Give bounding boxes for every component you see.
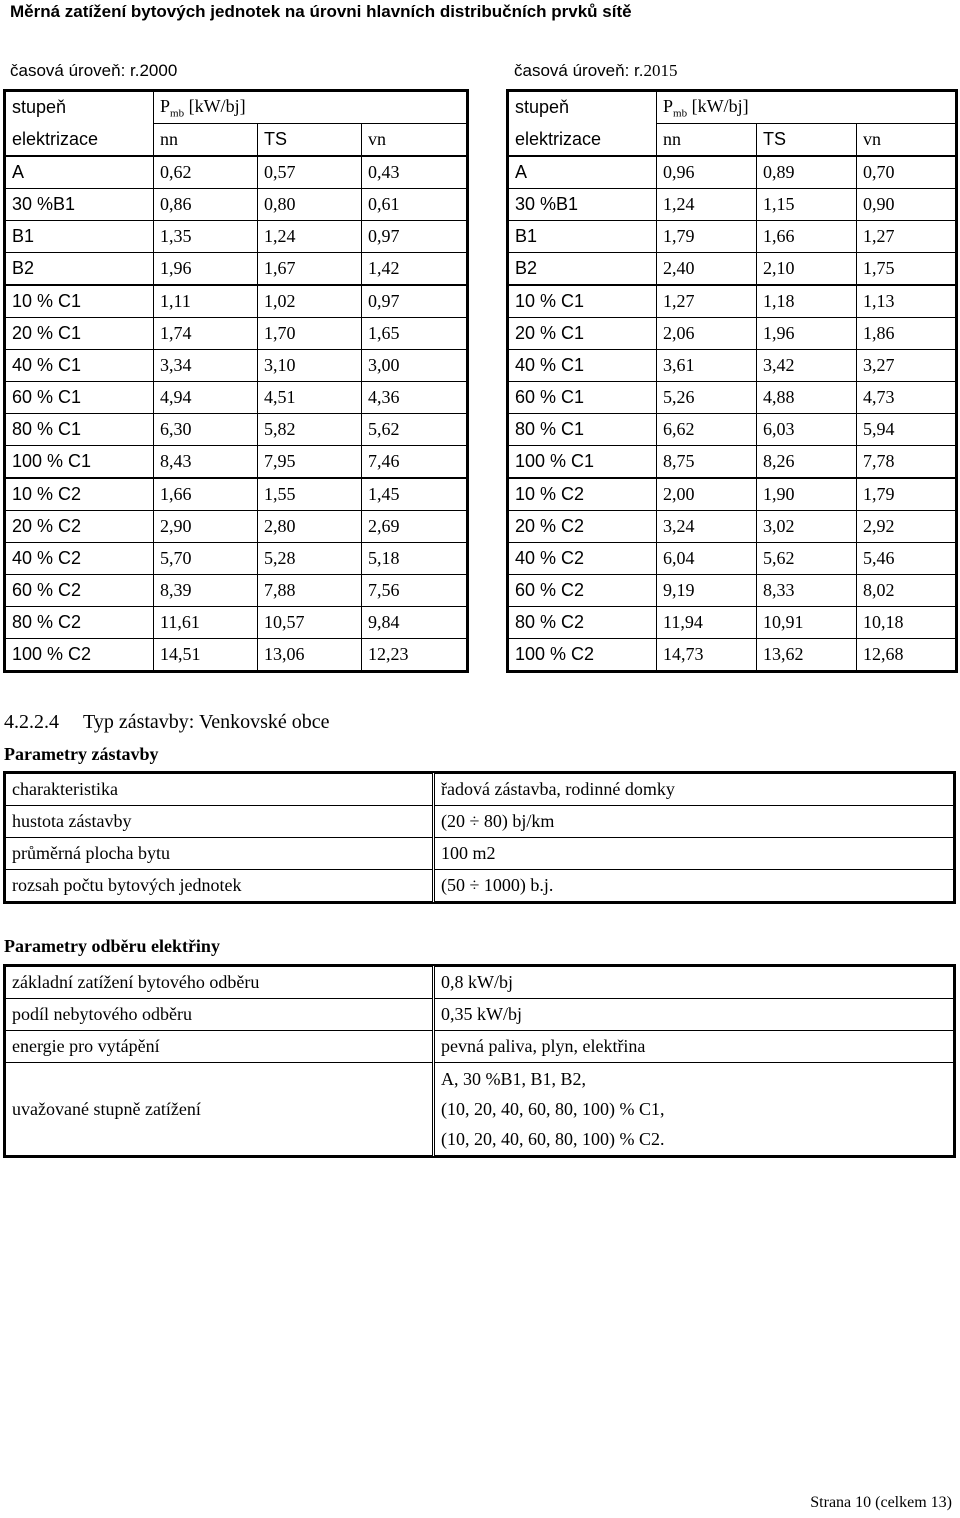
row-value: 14,51 bbox=[154, 639, 258, 671]
row-degree: 40 % C2 bbox=[6, 543, 154, 575]
row-value: 7,88 bbox=[258, 575, 362, 607]
row-degree: B2 bbox=[6, 253, 154, 286]
row-value: 9,84 bbox=[362, 607, 467, 639]
row-value: 8,33 bbox=[757, 575, 857, 607]
param-value-multiline bbox=[434, 1063, 954, 1156]
table-row bbox=[509, 285, 956, 318]
header-nn: nn bbox=[657, 124, 757, 157]
row-value: 10,91 bbox=[757, 607, 857, 639]
row-value: 5,82 bbox=[258, 414, 362, 446]
row-value: 1,24 bbox=[258, 221, 362, 253]
row-degree: A bbox=[6, 156, 154, 189]
params-building-table bbox=[5, 773, 954, 902]
time-level-left-year: 2000 bbox=[139, 61, 178, 80]
row-value: 8,02 bbox=[857, 575, 956, 607]
time-level-right bbox=[514, 61, 677, 81]
header-pmb bbox=[657, 92, 956, 124]
row-degree: 100 % C2 bbox=[509, 639, 657, 671]
row-value: 1,13 bbox=[857, 285, 956, 318]
param-label: základní zatížení bytového odběru bbox=[6, 967, 434, 999]
row-value: 2,69 bbox=[362, 511, 467, 543]
row-value: 5,28 bbox=[258, 543, 362, 575]
section-number: 4.2.2.4 bbox=[4, 711, 59, 733]
table-row bbox=[509, 639, 956, 671]
row-value: 3,10 bbox=[258, 350, 362, 382]
row-value: 4,36 bbox=[362, 382, 467, 414]
params-building-heading: Parametry zástavby bbox=[4, 744, 159, 764]
header-unit: [kW/bj] bbox=[184, 95, 246, 116]
row-value: 1,79 bbox=[657, 221, 757, 253]
table-row bbox=[509, 253, 956, 286]
time-level-left-label: časová úroveň: r. bbox=[10, 61, 140, 80]
row-value: 8,39 bbox=[154, 575, 258, 607]
param-value: (50 ÷ 1000) b.j. bbox=[434, 870, 954, 902]
table-row bbox=[6, 478, 467, 511]
row-value: 4,51 bbox=[258, 382, 362, 414]
table-row bbox=[509, 189, 956, 221]
row-degree: 20 % C2 bbox=[6, 511, 154, 543]
row-degree: 40 % C2 bbox=[509, 543, 657, 575]
param-row bbox=[6, 1031, 954, 1063]
table-row bbox=[6, 285, 467, 318]
table-row bbox=[509, 575, 956, 607]
row-value: 5,94 bbox=[857, 414, 956, 446]
row-value: 5,46 bbox=[857, 543, 956, 575]
row-value: 3,02 bbox=[757, 511, 857, 543]
row-value: 2,80 bbox=[258, 511, 362, 543]
param-label: charakteristika bbox=[6, 774, 434, 806]
row-value: 0,97 bbox=[362, 285, 467, 318]
param-value: 0,35 kW/bj bbox=[434, 999, 954, 1031]
row-value: 0,89 bbox=[757, 156, 857, 189]
param-value-line: (10, 20, 40, 60, 80, 100) % C1, bbox=[441, 1099, 665, 1119]
row-value: 10,18 bbox=[857, 607, 956, 639]
row-value: 13,62 bbox=[757, 639, 857, 671]
row-degree: B1 bbox=[6, 221, 154, 253]
row-degree: 100 % C2 bbox=[6, 639, 154, 671]
header-vn: vn bbox=[362, 124, 467, 157]
row-value: 2,06 bbox=[657, 318, 757, 350]
row-value: 3,00 bbox=[362, 350, 467, 382]
header-vn: vn bbox=[857, 124, 956, 157]
row-degree: 30 %B1 bbox=[509, 189, 657, 221]
row-value: 1,75 bbox=[857, 253, 956, 286]
row-value: 1,66 bbox=[757, 221, 857, 253]
params-consumption-heading: Parametry odběru elektřiny bbox=[4, 936, 220, 956]
param-label: podíl nebytového odběru bbox=[6, 999, 434, 1031]
header-nn: nn bbox=[154, 124, 258, 157]
row-value: 3,61 bbox=[657, 350, 757, 382]
row-value: 2,90 bbox=[154, 511, 258, 543]
param-label: hustota zástavby bbox=[6, 806, 434, 838]
row-degree: 40 % C1 bbox=[6, 350, 154, 382]
row-value: 5,70 bbox=[154, 543, 258, 575]
param-label: průměrná plocha bytu bbox=[6, 838, 434, 870]
row-value: 9,19 bbox=[657, 575, 757, 607]
row-degree: 60 % C2 bbox=[6, 575, 154, 607]
row-value: 11,94 bbox=[657, 607, 757, 639]
row-value: 0,70 bbox=[857, 156, 956, 189]
row-value: 5,26 bbox=[657, 382, 757, 414]
row-value: 7,78 bbox=[857, 446, 956, 479]
row-value: 3,27 bbox=[857, 350, 956, 382]
table-row bbox=[509, 446, 956, 479]
row-degree: 80 % C1 bbox=[6, 414, 154, 446]
row-value: 1,90 bbox=[757, 478, 857, 511]
row-value: 8,26 bbox=[757, 446, 857, 479]
row-value: 1,45 bbox=[362, 478, 467, 511]
row-value: 2,00 bbox=[657, 478, 757, 511]
row-degree: 60 % C2 bbox=[509, 575, 657, 607]
row-value: 0,43 bbox=[362, 156, 467, 189]
row-value: 3,42 bbox=[757, 350, 857, 382]
table-row bbox=[6, 607, 467, 639]
row-degree: 60 % C1 bbox=[6, 382, 154, 414]
params-consumption-table bbox=[5, 966, 954, 1156]
row-value: 1,35 bbox=[154, 221, 258, 253]
row-value: 1,02 bbox=[258, 285, 362, 318]
row-value: 3,24 bbox=[657, 511, 757, 543]
param-value: řadová zástavba, rodinné domky bbox=[434, 774, 954, 806]
section-title: Typ zástavby: Venkovské obce bbox=[83, 711, 330, 733]
row-degree: 80 % C2 bbox=[509, 607, 657, 639]
table-row bbox=[6, 575, 467, 607]
row-value: 1,65 bbox=[362, 318, 467, 350]
table-row bbox=[509, 414, 956, 446]
row-value: 7,95 bbox=[258, 446, 362, 479]
param-row bbox=[6, 999, 954, 1031]
load-table-2015 bbox=[508, 91, 956, 671]
param-value: (20 ÷ 80) bj/km bbox=[434, 806, 954, 838]
header-row bbox=[509, 124, 956, 157]
row-value: 1,67 bbox=[258, 253, 362, 286]
param-value-line: (10, 20, 40, 60, 80, 100) % C2. bbox=[441, 1129, 665, 1149]
table-row bbox=[509, 350, 956, 382]
table-row bbox=[6, 543, 467, 575]
row-value: 5,18 bbox=[362, 543, 467, 575]
header-row bbox=[6, 124, 467, 157]
row-value: 8,75 bbox=[657, 446, 757, 479]
time-level-right-year: 2015 bbox=[643, 61, 678, 80]
row-value: 1,96 bbox=[154, 253, 258, 286]
page-title: Měrná zatížení bytových jednotek na úrovni hlavních distribučních prvků sítě bbox=[10, 2, 632, 21]
table-row bbox=[6, 221, 467, 253]
header-p: P bbox=[663, 95, 674, 116]
row-value: 12,23 bbox=[362, 639, 467, 671]
row-value: 13,06 bbox=[258, 639, 362, 671]
row-value: 5,62 bbox=[757, 543, 857, 575]
row-degree: 10 % C1 bbox=[6, 285, 154, 318]
row-degree: B2 bbox=[509, 253, 657, 286]
header-row bbox=[6, 92, 467, 124]
row-value: 1,27 bbox=[657, 285, 757, 318]
row-degree: 20 % C2 bbox=[509, 511, 657, 543]
row-degree: 100 % C1 bbox=[509, 446, 657, 479]
param-row bbox=[6, 967, 954, 999]
table-row bbox=[509, 318, 956, 350]
table-row bbox=[6, 639, 467, 671]
table-row bbox=[6, 156, 467, 189]
row-value: 1,96 bbox=[757, 318, 857, 350]
row-value: 2,10 bbox=[757, 253, 857, 286]
section-heading bbox=[4, 711, 330, 734]
row-value: 1,66 bbox=[154, 478, 258, 511]
row-value: 0,61 bbox=[362, 189, 467, 221]
row-value: 1,24 bbox=[657, 189, 757, 221]
table-row bbox=[6, 318, 467, 350]
param-row bbox=[6, 806, 954, 838]
row-value: 10,57 bbox=[258, 607, 362, 639]
row-value: 1,86 bbox=[857, 318, 956, 350]
page-footer: Strana 10 (celkem 13) bbox=[810, 1494, 952, 1511]
row-value: 4,73 bbox=[857, 382, 956, 414]
table-row bbox=[509, 543, 956, 575]
row-value: 1,74 bbox=[154, 318, 258, 350]
header-pmb bbox=[154, 92, 467, 124]
row-degree: 30 %B1 bbox=[6, 189, 154, 221]
row-value: 0,90 bbox=[857, 189, 956, 221]
row-value: 14,73 bbox=[657, 639, 757, 671]
row-degree: 60 % C1 bbox=[509, 382, 657, 414]
row-value: 3,34 bbox=[154, 350, 258, 382]
row-value: 1,15 bbox=[757, 189, 857, 221]
row-value: 7,56 bbox=[362, 575, 467, 607]
row-value: 2,40 bbox=[657, 253, 757, 286]
param-value: pevná paliva, plyn, elektřina bbox=[434, 1031, 954, 1063]
load-table-2000 bbox=[5, 91, 467, 671]
table-row bbox=[509, 221, 956, 253]
table-row bbox=[509, 478, 956, 511]
header-mb: mb bbox=[673, 107, 688, 120]
row-degree: 20 % C1 bbox=[509, 318, 657, 350]
row-value: 6,04 bbox=[657, 543, 757, 575]
table-row bbox=[509, 156, 956, 189]
row-degree: 10 % C2 bbox=[509, 478, 657, 511]
param-row bbox=[6, 774, 954, 806]
table-row bbox=[6, 253, 467, 286]
param-label: rozsah počtu bytových jednotek bbox=[6, 870, 434, 902]
header-unit: [kW/bj] bbox=[687, 95, 749, 116]
row-degree: 80 % C2 bbox=[6, 607, 154, 639]
header-ts: TS bbox=[757, 124, 857, 157]
table-row bbox=[6, 511, 467, 543]
time-level-left bbox=[10, 61, 177, 81]
row-value: 12,68 bbox=[857, 639, 956, 671]
param-row bbox=[6, 838, 954, 870]
table-row bbox=[6, 382, 467, 414]
row-value: 1,42 bbox=[362, 253, 467, 286]
time-level-right-label: časová úroveň: r. bbox=[514, 61, 644, 80]
param-row bbox=[6, 1063, 954, 1156]
header-row bbox=[509, 92, 956, 124]
row-value: 0,96 bbox=[657, 156, 757, 189]
table-row bbox=[6, 414, 467, 446]
header-degree: stupeň bbox=[509, 92, 657, 124]
row-value: 4,94 bbox=[154, 382, 258, 414]
row-value: 1,70 bbox=[258, 318, 362, 350]
table-row bbox=[509, 511, 956, 543]
row-degree: A bbox=[509, 156, 657, 189]
row-degree: 80 % C1 bbox=[509, 414, 657, 446]
row-value: 1,18 bbox=[757, 285, 857, 318]
row-value: 1,11 bbox=[154, 285, 258, 318]
row-degree: 40 % C1 bbox=[509, 350, 657, 382]
row-value: 1,79 bbox=[857, 478, 956, 511]
table-row bbox=[509, 607, 956, 639]
row-value: 7,46 bbox=[362, 446, 467, 479]
row-value: 6,30 bbox=[154, 414, 258, 446]
row-value: 1,55 bbox=[258, 478, 362, 511]
header-electrification: elektrizace bbox=[509, 124, 657, 157]
row-degree: 10 % C1 bbox=[509, 285, 657, 318]
header-mb: mb bbox=[170, 107, 185, 120]
param-value: 100 m2 bbox=[434, 838, 954, 870]
header-degree: stupeň bbox=[6, 92, 154, 124]
row-degree: 20 % C1 bbox=[6, 318, 154, 350]
row-value: 6,62 bbox=[657, 414, 757, 446]
row-value: 0,80 bbox=[258, 189, 362, 221]
row-value: 5,62 bbox=[362, 414, 467, 446]
header-electrification: elektrizace bbox=[6, 124, 154, 157]
table-row bbox=[6, 189, 467, 221]
param-value: 0,8 kW/bj bbox=[434, 967, 954, 999]
param-label: energie pro vytápění bbox=[6, 1031, 434, 1063]
header-ts: TS bbox=[258, 124, 362, 157]
row-value: 8,43 bbox=[154, 446, 258, 479]
row-degree: 100 % C1 bbox=[6, 446, 154, 479]
row-value: 2,92 bbox=[857, 511, 956, 543]
row-degree: B1 bbox=[509, 221, 657, 253]
param-row bbox=[6, 870, 954, 902]
row-value: 0,62 bbox=[154, 156, 258, 189]
param-label: uvažované stupně zatížení bbox=[6, 1063, 434, 1156]
row-value: 0,57 bbox=[258, 156, 362, 189]
row-value: 0,86 bbox=[154, 189, 258, 221]
row-value: 6,03 bbox=[757, 414, 857, 446]
param-value-line: A, 30 %B1, B1, B2, bbox=[441, 1069, 587, 1089]
header-p: P bbox=[160, 95, 171, 116]
table-row bbox=[6, 446, 467, 479]
row-value: 4,88 bbox=[757, 382, 857, 414]
row-degree: 10 % C2 bbox=[6, 478, 154, 511]
row-value: 1,27 bbox=[857, 221, 956, 253]
table-row bbox=[6, 350, 467, 382]
row-value: 0,97 bbox=[362, 221, 467, 253]
row-value: 11,61 bbox=[154, 607, 258, 639]
table-row bbox=[509, 382, 956, 414]
